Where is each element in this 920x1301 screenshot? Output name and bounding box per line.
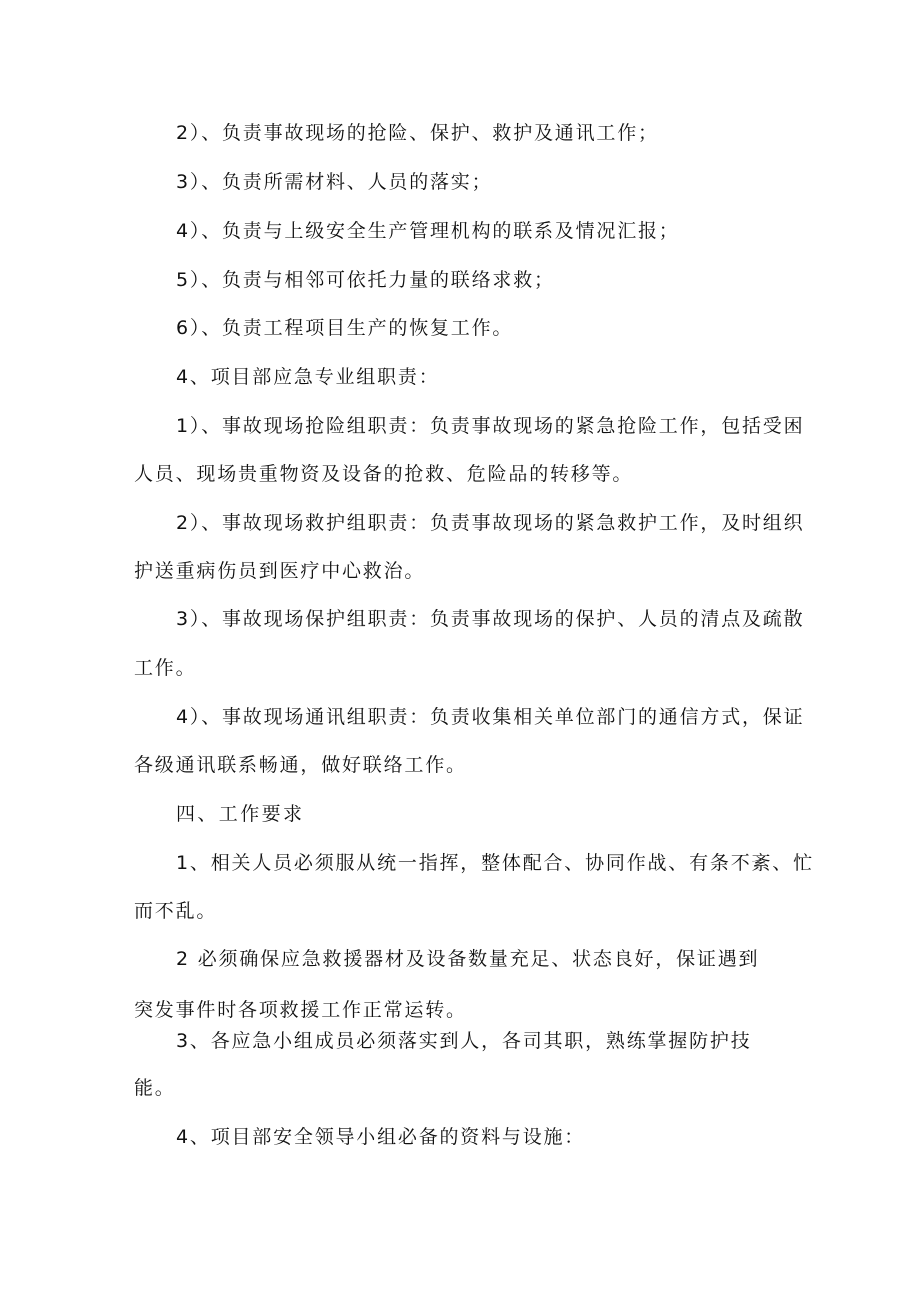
text-line: 2 必须确保应急救援器材及设备数量充足、状态良好，保证遇到	[176, 948, 760, 970]
text-line: 5）、负责与相邻可依托力量的联络求救；	[176, 269, 555, 291]
text-line: 人员、现场贵重物资及设备的抢救、危险品的转移等。	[134, 463, 634, 485]
text-line: 3）、事故现场保护组职责：负责事故现场的保护、人员的清点及疏散	[176, 608, 805, 630]
section-heading: 4、项目部应急专业组职责：	[176, 366, 440, 388]
text-line: 2）、负责事故现场的抢险、保护、救护及通讯工作；	[176, 122, 659, 144]
text-line: 3、各应急小组成员必须落实到人，各司其职，熟练掌握防护技	[176, 1030, 752, 1052]
text-line: 2）、事故现场救护组职责：负责事故现场的紧急救护工作，及时组织	[176, 512, 805, 534]
text-line: 各级通讯联系畅通，做好联络工作。	[134, 754, 467, 776]
section-heading: 四、工作要求	[176, 803, 305, 825]
text-line: 4）、事故现场通讯组职责：负责收集相关单位部门的通信方式，保证	[176, 706, 805, 728]
text-line: 能。	[134, 1077, 176, 1099]
text-line: 护送重病伤员到医疗中心救治。	[134, 560, 426, 582]
text-line: 1、相关人员必须服从统一指挥，整体配合、协同作战、有条不紊、忙	[176, 852, 814, 874]
text-line: 4）、负责与上级安全生产管理机构的联系及情况汇报；	[176, 220, 680, 242]
text-line: 而不乱。	[134, 900, 218, 922]
text-line: 6）、负责工程项目生产的恢复工作。	[176, 317, 514, 339]
text-line: 3）、负责所需材料、人员的落实；	[176, 171, 493, 193]
text-line: 1）、事故现场抢险组职责：负责事故现场的紧急抢险工作，包括受困	[176, 415, 805, 437]
text-line: 工作。	[134, 657, 197, 679]
text-line: 突发事件时各项救援工作正常运转。	[134, 999, 467, 1021]
text-line: 4、项目部安全领导小组必备的资料与设施：	[176, 1126, 586, 1148]
